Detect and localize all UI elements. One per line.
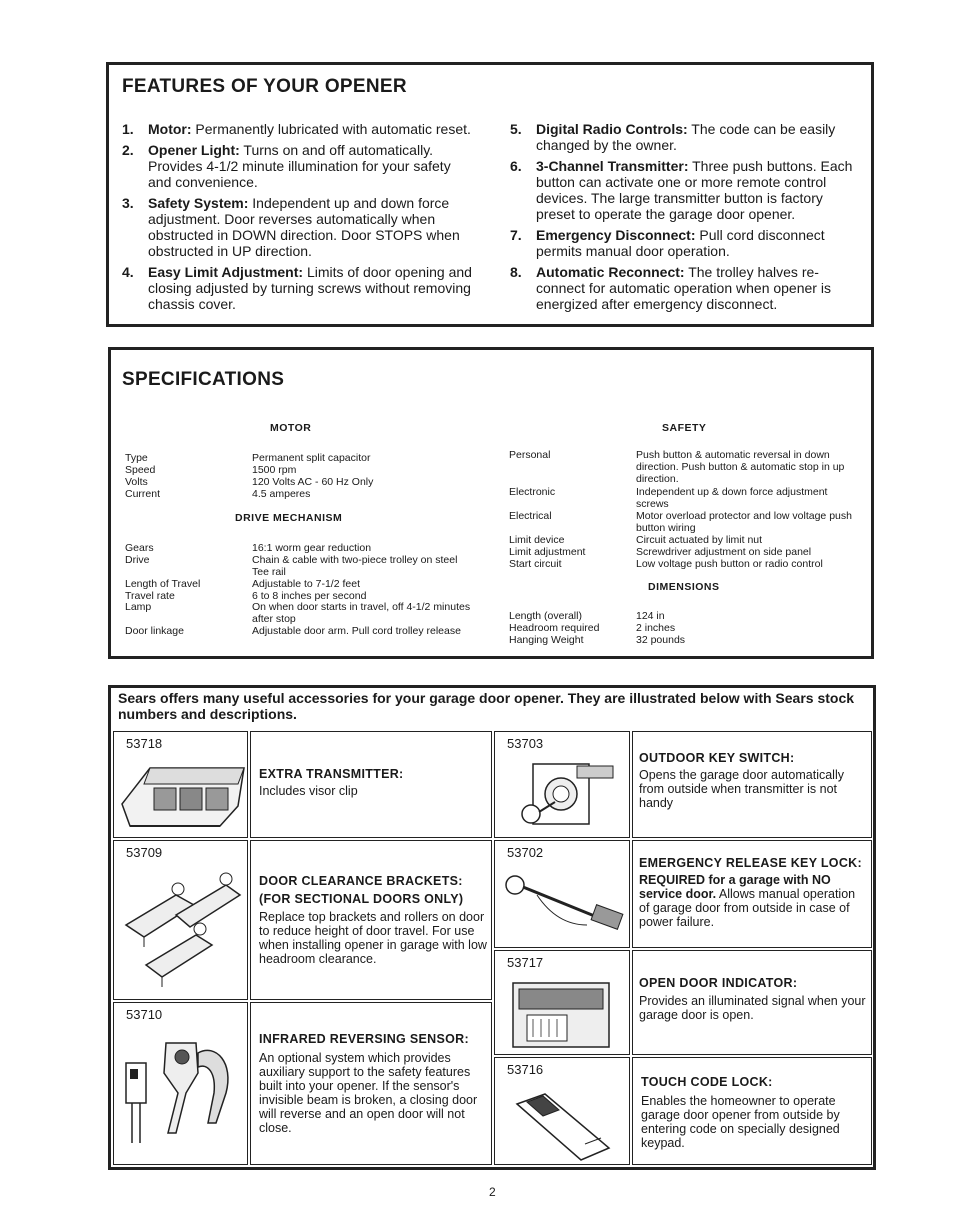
accessory-text-cell-53718 bbox=[250, 731, 492, 838]
feature-number: 5. bbox=[510, 121, 522, 137]
touch-code-lock-illustration bbox=[497, 1082, 627, 1162]
accessory-description: Enables the homeowner to operate garage door opener from outside by entering code on specially designed keypad. bbox=[641, 1094, 840, 1150]
feature-term: Easy Limit Adjustment: bbox=[148, 264, 304, 280]
feature-term: Emergency Disconnect: bbox=[536, 227, 696, 243]
feature-text: Limits of door opening and closing adjusted by turning screws without removing chassis cover. bbox=[148, 264, 472, 312]
spec-label: Limit adjustment bbox=[509, 546, 586, 558]
feature-item bbox=[510, 121, 858, 153]
features-list-right bbox=[510, 121, 858, 317]
spec-value: 124 in bbox=[636, 610, 665, 622]
spec-label: Start circuit bbox=[509, 558, 562, 570]
spec-label: Current bbox=[125, 488, 161, 500]
spec-label: Headroom required bbox=[509, 622, 600, 634]
infrared-sensor-illustration bbox=[116, 1033, 246, 1153]
stock-number: 53709 bbox=[126, 845, 163, 860]
spec-value: Screwdriver adjustment on side panel bbox=[636, 546, 812, 558]
feature-item bbox=[122, 195, 472, 259]
feature-number: 7. bbox=[510, 227, 522, 243]
spec-heading-safety: SAFETY bbox=[662, 422, 707, 434]
accessory-title: INFRARED REVERSING SENSOR: bbox=[259, 1032, 469, 1046]
feature-text: Turns on and off automatically. Provides 4-1/2 minute illumination for your safety and convenience. bbox=[148, 142, 451, 190]
accessory-text-cell-53702 bbox=[632, 840, 872, 948]
page-number: 2 bbox=[489, 1185, 496, 1199]
spec-value: Push button & automatic reversal in down direction. Push button & automatic stop in up direction. bbox=[636, 449, 845, 485]
spec-label: Electronic bbox=[509, 486, 556, 498]
spec-heading-dimensions: DIMENSIONS bbox=[648, 581, 720, 593]
feature-text: Three push buttons. Each button can activate one or more remote control devices. The large transmitter button is factory preset to operate the garage door opener. bbox=[536, 158, 853, 222]
accessory-text-cell-53710 bbox=[250, 1002, 492, 1165]
transmitter-illustration bbox=[116, 754, 246, 834]
feature-text: Pull cord disconnect permits manual door operation. bbox=[536, 227, 825, 259]
accessory-title: DOOR CLEARANCE BRACKETS: bbox=[259, 874, 463, 888]
spec-value: 16:1 worm gear reduction bbox=[252, 542, 372, 554]
spec-value: Adjustable to 7-1/2 feet bbox=[252, 578, 360, 590]
spec-label: Personal bbox=[509, 449, 551, 461]
accessory-image-cell-53703 bbox=[494, 731, 630, 838]
spec-label: Hanging Weight bbox=[509, 634, 584, 646]
spec-value: Permanent split capacitor bbox=[252, 452, 371, 464]
accessory-title: OPEN DOOR INDICATOR: bbox=[639, 976, 798, 990]
feature-text: Permanently lubricated with automatic reset. bbox=[191, 121, 471, 137]
feature-number: 6. bbox=[510, 158, 522, 174]
feature-text: The code can be easily changed by the owner. bbox=[536, 121, 836, 153]
accessory-image-cell-53716 bbox=[494, 1057, 630, 1165]
accessory-description: An optional system which provides auxiliary support to the safety features built into your opener. If the sensor's invisible beam is broken, a closing door will reverse and an open door will not close. bbox=[259, 1051, 478, 1135]
spec-value: Chain & cable with two-piece trolley on steel Tee rail bbox=[252, 554, 458, 578]
features-title: FEATURES OF YOUR OPENER bbox=[122, 76, 407, 97]
spec-value: Motor overload protector and low voltage push button wiring bbox=[636, 510, 852, 534]
feature-term: Automatic Reconnect: bbox=[536, 264, 685, 280]
feature-item bbox=[122, 121, 472, 137]
stock-number: 53716 bbox=[507, 1062, 544, 1077]
stock-number: 53703 bbox=[507, 736, 544, 751]
feature-term: Opener Light: bbox=[148, 142, 240, 158]
feature-item bbox=[122, 264, 472, 312]
feature-text: Independent up and down force adjustment. Door reverses automatically when obstructed in DOWN direction. Door STOPS when obstructed in UP direction. bbox=[148, 195, 460, 259]
accessory-requirement: REQUIRED for a garage with NO service door. bbox=[639, 873, 831, 901]
spec-value: Adjustable door arm. Pull cord trolley release bbox=[252, 625, 461, 637]
feature-number: 4. bbox=[122, 264, 134, 280]
spec-value: 1500 rpm bbox=[252, 464, 297, 476]
specifications-title: SPECIFICATIONS bbox=[122, 369, 285, 390]
accessory-text-cell-53716 bbox=[632, 1057, 872, 1165]
accessory-description bbox=[639, 873, 867, 929]
accessories-intro: Sears offers many useful accessories for your garage door opener. They are illustrated below with Sears stock numbers and descriptions. bbox=[118, 690, 855, 722]
spec-label: Volts bbox=[125, 476, 148, 488]
accessory-subtitle: (FOR SECTIONAL DOORS ONLY) bbox=[259, 892, 464, 906]
stock-number: 53710 bbox=[126, 1007, 163, 1022]
accessory-description: Replace top brackets and rollers on door to reduce height of door travel. For use when installing opener in garage with low headroom clearance. bbox=[259, 910, 487, 966]
feature-item bbox=[510, 264, 858, 312]
accessory-image-cell-53717 bbox=[494, 950, 630, 1055]
spec-heading-motor: MOTOR bbox=[270, 422, 312, 434]
spec-label: Limit device bbox=[509, 534, 565, 546]
spec-value: 120 Volts AC - 60 Hz Only bbox=[252, 476, 374, 488]
accessory-image-cell-53709 bbox=[113, 840, 248, 1000]
accessory-image-cell-53718 bbox=[113, 731, 248, 838]
feature-term: Safety System: bbox=[148, 195, 249, 211]
feature-number: 1. bbox=[122, 121, 134, 137]
spec-label: Type bbox=[125, 452, 148, 464]
feature-item bbox=[122, 142, 472, 190]
accessory-text-cell-53703 bbox=[632, 731, 872, 838]
feature-number: 8. bbox=[510, 264, 522, 280]
feature-text: The trolley halves re-connect for automatic operation when opener is energized after emergency disconnect. bbox=[536, 264, 831, 312]
feature-item bbox=[510, 158, 858, 222]
spec-value: 32 pounds bbox=[636, 634, 686, 646]
feature-number: 2. bbox=[122, 142, 134, 158]
feature-term: Digital Radio Controls: bbox=[536, 121, 688, 137]
accessory-title: OUTDOOR KEY SWITCH: bbox=[639, 751, 795, 765]
spec-label: Drive bbox=[125, 554, 150, 566]
accessory-text-cell-53709 bbox=[250, 840, 492, 1000]
features-list-left bbox=[122, 121, 472, 317]
spec-label: Length (overall) bbox=[509, 610, 582, 622]
stock-number: 53702 bbox=[507, 845, 544, 860]
spec-label: Length of Travel bbox=[125, 578, 201, 590]
accessory-image-cell-53710 bbox=[113, 1002, 248, 1165]
accessory-text-cell-53717 bbox=[632, 950, 872, 1055]
accessory-description: Provides an illuminated signal when your garage door is open. bbox=[639, 994, 866, 1022]
door-bracket-illustration bbox=[116, 865, 246, 995]
spec-label: Door linkage bbox=[125, 625, 184, 637]
accessory-description-text: Allows manual operation of garage door from outside in case of power failure. bbox=[639, 887, 856, 929]
spec-value: 6 to 8 inches per second bbox=[252, 590, 367, 602]
spec-value: 2 inches bbox=[636, 622, 676, 634]
spec-value: Independent up & down force adjustment screws bbox=[636, 486, 828, 510]
accessory-image-cell-53702 bbox=[494, 840, 630, 948]
feature-number: 3. bbox=[122, 195, 134, 211]
feature-term: 3-Channel Transmitter: bbox=[536, 158, 689, 174]
spec-value: 4.5 amperes bbox=[252, 488, 311, 500]
spec-value: Low voltage push button or radio control bbox=[636, 558, 823, 570]
accessory-description: Includes visor clip bbox=[259, 784, 358, 798]
release-key-lock-illustration bbox=[497, 865, 627, 945]
spec-label: Lamp bbox=[125, 601, 152, 613]
stock-number: 53717 bbox=[507, 955, 544, 970]
stock-number: 53718 bbox=[126, 736, 163, 751]
accessory-title: EMERGENCY RELEASE KEY LOCK: bbox=[639, 856, 862, 870]
accessory-title: EXTRA TRANSMITTER: bbox=[259, 767, 404, 781]
open-door-indicator-illustration bbox=[497, 973, 627, 1053]
spec-label: Speed bbox=[125, 464, 156, 476]
key-switch-illustration bbox=[497, 756, 627, 836]
spec-label: Travel rate bbox=[125, 590, 175, 602]
accessory-description: Opens the garage door automatically from outside when transmitter is not handy bbox=[639, 768, 844, 810]
spec-value: On when door starts in travel, off 4-1/2 minutes after stop bbox=[252, 601, 471, 625]
feature-term: Motor: bbox=[148, 121, 192, 137]
spec-heading-drive: DRIVE MECHANISM bbox=[235, 512, 343, 524]
spec-label: Electrical bbox=[509, 510, 552, 522]
spec-label: Gears bbox=[125, 542, 154, 554]
spec-value: Circuit actuated by limit nut bbox=[636, 534, 763, 546]
accessory-title: TOUCH CODE LOCK: bbox=[641, 1075, 773, 1089]
feature-item bbox=[510, 227, 858, 259]
